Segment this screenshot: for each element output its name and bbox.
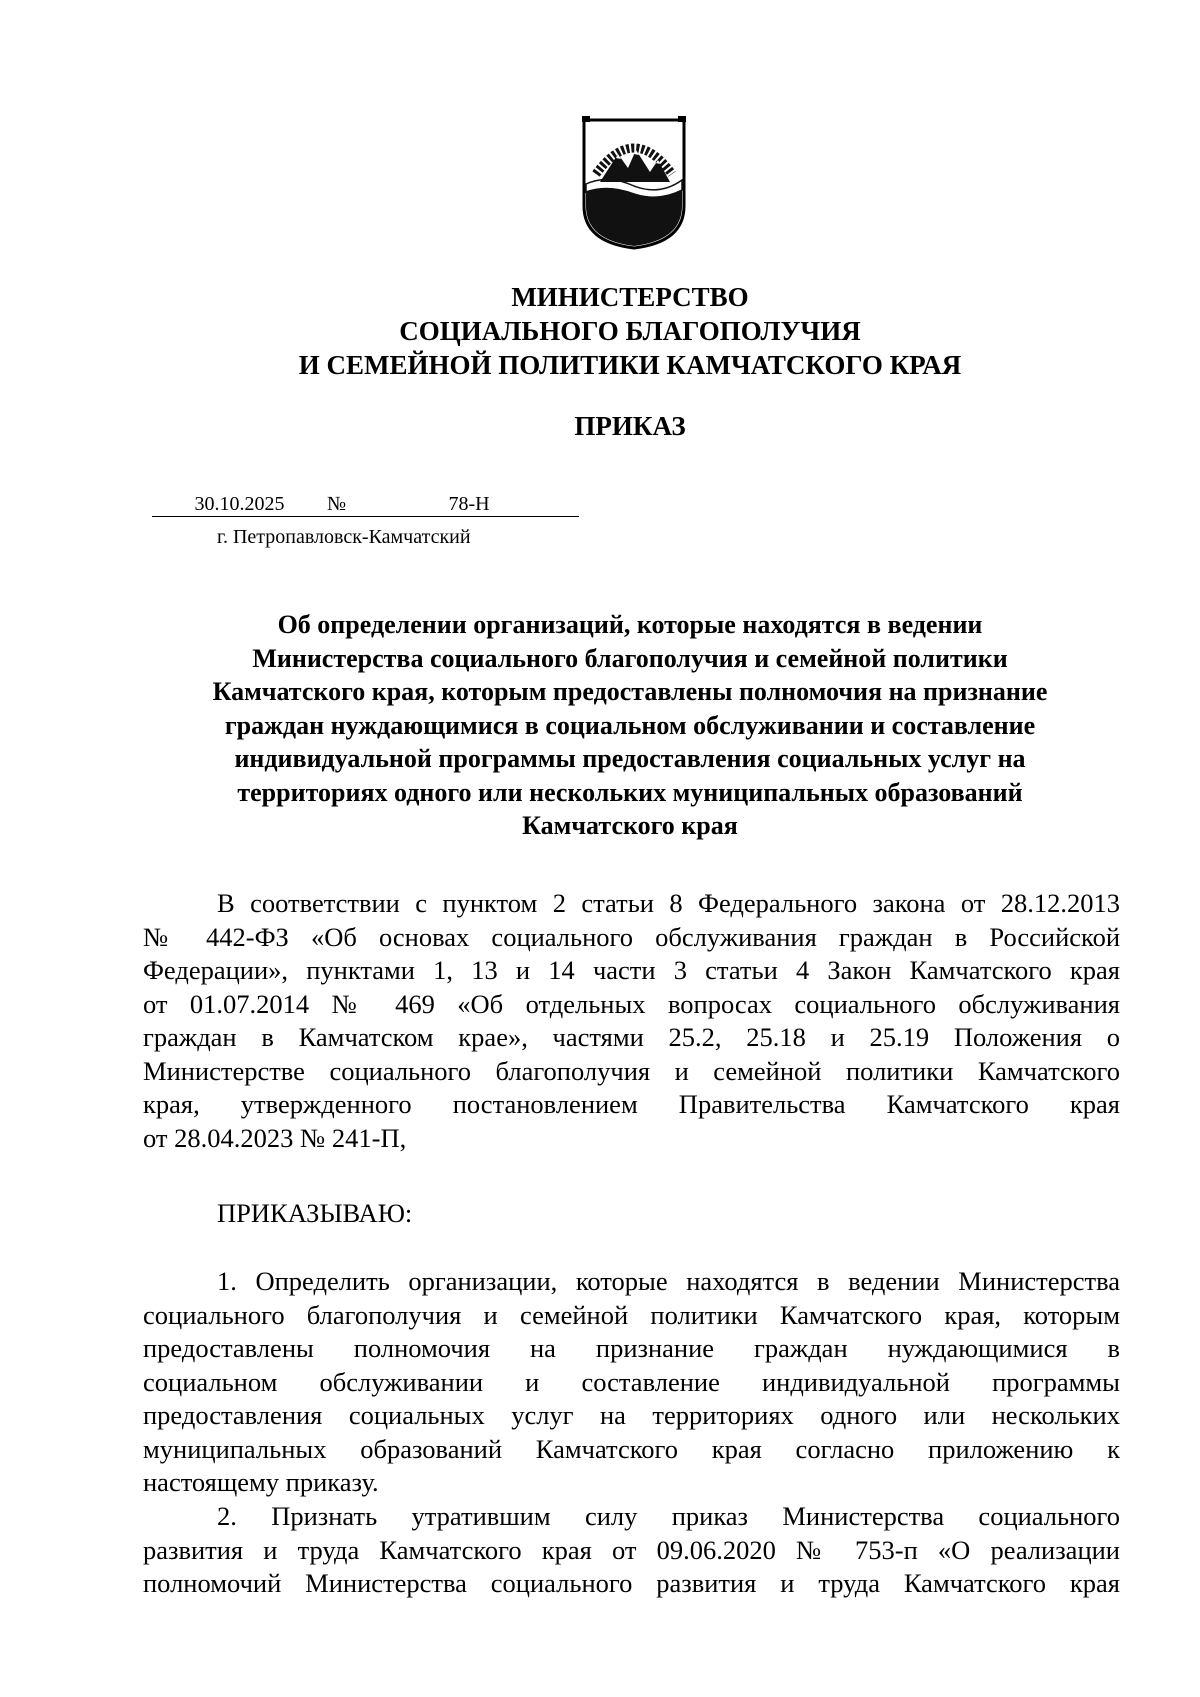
preamble-line: № 442-ФЗ «Об основах социального обслуживания граждан в Российской [143,921,1120,952]
order-word: ПРИКАЗЫВАЮ: [217,1198,413,1228]
organization-title-line: И СЕМЕЙНОЙ ПОЛИТИКИ КАМЧАТСКОГО КРАЯ [298,350,962,380]
subject-line: Камчатского края [522,811,738,840]
item-1-line: предоставлены полномочия на признание граждан нуждающимися в [143,1333,1120,1363]
item-1-line: социальном обслуживании и составление индивидуальной программы [143,1366,1120,1397]
order-item-2 [143,1500,1120,1601]
item-1-line: настоящему приказу. [143,1467,379,1497]
organization-title-line: МИНИСТЕРСТВО [511,282,749,312]
document-number: 78-Н [359,492,579,517]
item-2-line: 2. Признать утратившим силу приказ Министерства социального [217,1501,1120,1531]
item-1-line: предоставления социальных услуг на территориях одного или нескольких [143,1400,1120,1430]
document-type: ПРИКАЗ [574,411,686,441]
number-sign: № [327,492,359,517]
subject-line: Камчатского края, которым предоставлены полномочия на признание [212,677,1048,706]
preamble-line: края, утвержденного постановлением Правительства Камчатского края [143,1089,1120,1119]
document-subject [140,608,1120,843]
subject-line: граждан нуждающимися в социальном обслуживании и составление [224,710,1036,740]
subject-line: территориях одного или нескольких муниципальных образований [237,777,1023,807]
registration-line [152,492,579,517]
preamble-line: от 01.07.2014 № 469 «Об отдельных вопросах социального обслуживания [143,988,1120,1019]
preamble-line: Министерстве социального благополучия и семейной политики Камчатского [143,1055,1120,1086]
kamchatka-coat-of-arms-icon [578,114,690,252]
organization-title [140,280,1120,382]
document-city: г. Петропавловск-Камчатский [217,526,471,548]
preamble-line: В соответствии с пунктом 2 статьи 8 Федерального закона от 28.12.2013 [217,888,1120,918]
item-2-line: развития и труда Камчатского края от 09.06.2020 № 753-п «О реализации [143,1534,1120,1565]
item-2-line: полномочий Министерства социального развития и труда Камчатского края [143,1568,1120,1598]
organization-title-line: СОЦИАЛЬНОГО БЛАГОПОЛУЧИЯ [399,316,861,346]
preamble-line: от 28.04.2023 № 241-П, [143,1122,407,1153]
subject-line: Об определении организаций, которые находятся в ведении [277,610,983,639]
subject-line: Министерства социального благополучия и семейной политики [252,643,1008,673]
preamble-line: граждан в Камчатском крае», частями 25.2, 25.18 и 25.19 Положения о [143,1022,1120,1052]
document-date: 30.10.2025 [152,492,327,517]
item-1-line: социального благополучия и семейной политики Камчатского края, которым [143,1299,1120,1330]
item-1-line: 1. Определить организации, которые находятся в ведении Министерства [217,1266,1120,1296]
order-item-1 [143,1265,1120,1500]
subject-line: индивидуальной программы предоставления социальных услуг на [234,744,1026,773]
preamble-paragraph [143,887,1120,1155]
item-1-line: муниципальных образований Камчатского края согласно приложению к [143,1433,1120,1464]
preamble-line: Федерации», пунктами 1, 13 и 14 части 3 статьи 4 Закон Камчатского края [143,955,1120,985]
